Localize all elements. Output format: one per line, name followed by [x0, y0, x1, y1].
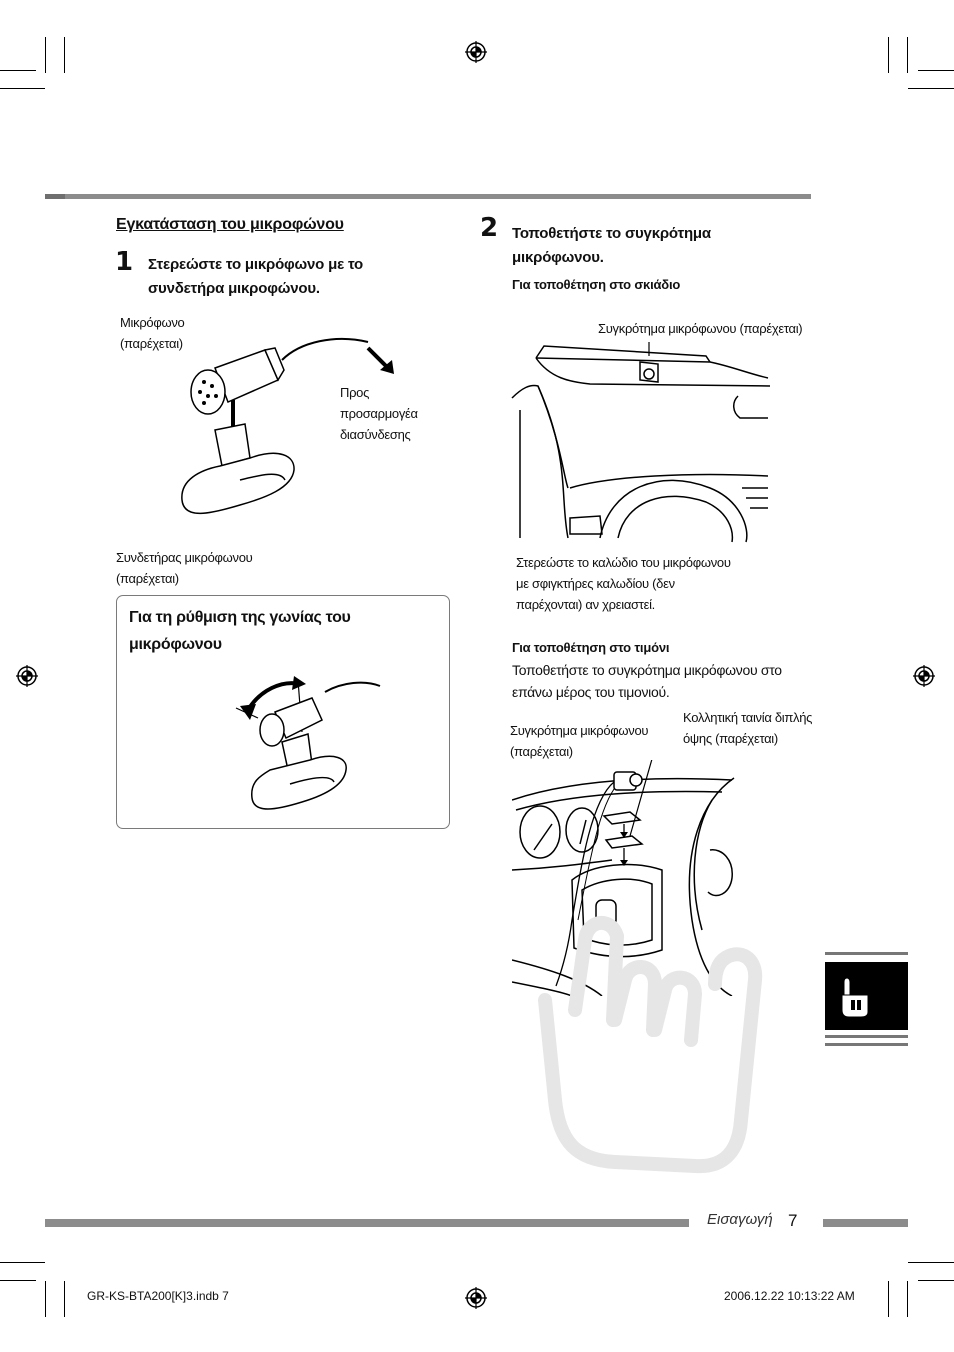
crop-mark — [908, 88, 954, 89]
cable-note-line: Στερεώστε το καλώδιο του μικρόφωνου — [516, 555, 731, 570]
wheel-heading: Για τοποθέτηση στο τιμόνι — [512, 640, 670, 655]
angle-adjust-illustration — [230, 672, 390, 822]
hand-watermark-icon — [515, 900, 795, 1190]
footer-section-name: Εισαγωγή — [707, 1211, 773, 1228]
top-rule — [45, 194, 811, 199]
step-1-line: συνδετήρα μικροφώνου. — [148, 280, 320, 297]
registration-mark-icon — [913, 665, 935, 687]
wheel-mic-label — [510, 720, 648, 762]
crop-mark — [908, 1262, 954, 1263]
section-title: Εγκατάσταση του μικροφώνου — [116, 216, 344, 233]
step-2-number: 2 — [480, 213, 499, 243]
to-adapter-line: Προς — [340, 385, 370, 400]
angle-box-title — [129, 604, 351, 658]
crop-mark — [918, 1280, 954, 1281]
slug-file: GR-KS-BTA200[K]3.indb 7 — [87, 1289, 229, 1303]
to-adapter-line: διασύνδεσης — [340, 427, 411, 442]
step-2-line: Τοποθετήστε το συγκρότημα — [512, 225, 711, 242]
slug-date: 2006.12.22 10:13:22 AM — [724, 1289, 855, 1303]
crop-mark — [907, 1281, 908, 1317]
clip-label — [116, 547, 252, 589]
mic-label-line: Μικρόφωνο — [120, 315, 185, 330]
to-adapter-line: προσαρμογέα — [340, 406, 418, 421]
tape-label-line: όψης (παρέχεται) — [683, 731, 778, 746]
wheel-text — [512, 659, 782, 703]
crop-mark — [0, 1280, 36, 1281]
crop-mark — [45, 37, 46, 73]
step-1-number: 1 — [115, 247, 134, 277]
wheel-mic-label-line: (παρέχεται) — [510, 744, 573, 759]
wheel-text-line: Τοποθετήστε το συγκρότημα μικρόφωνου στο — [512, 662, 782, 678]
bottom-rule-left — [45, 1219, 689, 1227]
crop-mark — [0, 88, 45, 89]
clip-label-line: (παρέχεται) — [116, 571, 179, 586]
sunvisor-heading: Για τοποθέτηση στο σκιάδιο — [512, 277, 681, 292]
cable-note-line: με σφιγκτήρες καλωδίου (δεν — [516, 576, 675, 591]
crop-mark — [64, 37, 65, 73]
tape-label-line: Κολλητική ταινία διπλής — [683, 710, 813, 725]
tab-stripe — [825, 1035, 908, 1038]
step-2-text — [512, 222, 711, 270]
cable-note-line: παρέχονται) αν χρειαστεί. — [516, 597, 655, 612]
bottom-rule-right — [823, 1219, 908, 1227]
sunvisor-mic-label: Συγκρότημα μικρόφωνου (παρέχεται) — [598, 321, 803, 336]
step-2-line: μικρόφωνου. — [512, 249, 604, 266]
crop-mark — [888, 1281, 889, 1317]
crop-mark — [64, 1281, 65, 1317]
crop-mark — [0, 1262, 45, 1263]
tab-stripe — [825, 1043, 908, 1046]
step-1-text — [148, 253, 363, 301]
side-tab — [825, 952, 908, 1048]
crop-mark — [907, 37, 908, 73]
cable-note — [516, 552, 731, 615]
registration-mark-icon — [465, 41, 487, 63]
crop-mark — [888, 37, 889, 73]
mic-label-line: (παρέχεται) — [120, 336, 183, 351]
wheel-mic-label-line: Συγκρότημα μικρόφωνου — [510, 723, 649, 738]
wheel-text-line: επάνω μέρος του τιμονιού. — [512, 684, 670, 700]
sunvisor-illustration — [510, 338, 772, 546]
registration-mark-icon — [465, 1287, 487, 1309]
microphone-clip-illustration — [170, 330, 410, 550]
crop-mark — [0, 70, 36, 71]
angle-box-title-line: μικρόφωνου — [129, 636, 222, 653]
angle-box-title-line: Για τη ρύθμιση της γωνίας του — [129, 609, 351, 626]
crop-mark — [45, 1281, 46, 1317]
crop-mark — [918, 70, 954, 71]
hand-icon — [839, 974, 871, 1018]
page-number: 7 — [788, 1211, 798, 1230]
registration-mark-icon — [16, 665, 38, 687]
tab-stripe — [825, 952, 908, 955]
clip-label-line: Συνδετήρας μικρόφωνου — [116, 550, 253, 565]
tape-label — [683, 707, 812, 749]
step-1-line: Στερεώστε το μικρόφωνο με το — [148, 256, 364, 273]
